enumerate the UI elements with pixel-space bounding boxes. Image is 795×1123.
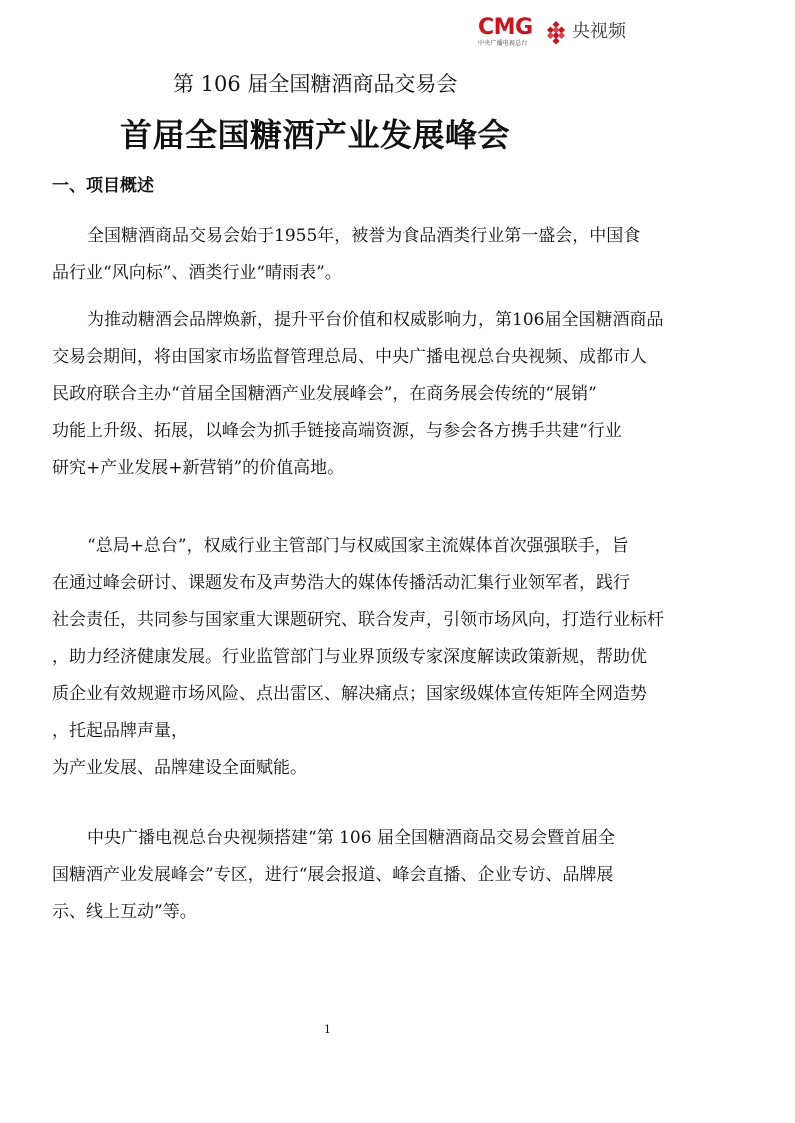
- paragraph-3: [52, 528, 692, 787]
- paragraph-line: “总局+总台”，权威行业主管部门与权威国家主流媒体首次强强联手，旨: [87, 536, 629, 556]
- paragraph-line: 民政府联合主办“首届全国糖酒产业发展峰会”，在商务展会传统的“展销”: [52, 384, 597, 404]
- document-title: 首届全国糖酒产业发展峰会: [120, 116, 511, 154]
- diamond-dots-icon: [544, 21, 568, 45]
- paragraph-line: 示、线上互动”等。: [52, 902, 197, 922]
- paragraph-line: 中央广播电视总台央视频搭建“第 106 届全国糖酒商品交易会暨首届全: [87, 828, 615, 848]
- paragraph-line: 为产业发展、品牌建设全面赋能。: [52, 758, 307, 778]
- yspin-logo-text: 央视频: [572, 21, 626, 42]
- paragraph-line: 品行业“风向标”、酒类行业“晴雨表”。: [52, 263, 342, 283]
- section-heading: 一、项目概述: [52, 176, 154, 196]
- paragraph-line: 为推动糖酒会品牌焕新，提升平台价值和权威影响力，第106届全国糖酒商品: [87, 310, 664, 330]
- paragraph-line: 交易会期间，将由国家市场监督管理总局、中央广播电视总台央视频、成都市人: [52, 347, 647, 367]
- paragraph-line: 质企业有效规避市场风险、点出雷区、解决痛点；国家级媒体宣传矩阵全网造势: [52, 684, 647, 704]
- cmg-logo-text: CMG: [478, 15, 533, 40]
- paragraph-line: 全国糖酒商品交易会始于1955年，被誉为食品酒类行业第一盛会，中国食: [87, 226, 641, 246]
- paragraph-line: 国糖酒产业发展峰会”专区，进行“展会报道、峰会直播、企业专访、品牌展: [52, 865, 614, 885]
- paragraph-2: [52, 302, 692, 487]
- cmg-logo-subtext: 中央广播电视总台: [478, 40, 528, 47]
- paragraph-4: [52, 820, 692, 931]
- paragraph-line: ，助力经济健康发展。行业监管部门与业界顶级专家深度解读政策新规，帮助优: [52, 647, 647, 667]
- paragraph-line: 在通过峰会研讨、课题发布及声势浩大的媒体传播活动汇集行业领军者，践行: [52, 573, 630, 593]
- cmg-logo: [478, 16, 538, 48]
- paragraph-line: ，托起品牌声量，: [52, 721, 188, 741]
- paragraph-line: 功能上升级、拓展，以峰会为抓手链接高端资源，与参会各方携手共建“行业: [52, 421, 622, 441]
- paragraph-line: 社会责任，共同参与国家重大课题研究、联合发声，引领市场风向，打造行业标杆: [52, 610, 664, 630]
- header-logo: [478, 16, 678, 50]
- page-number: 1: [324, 1023, 331, 1036]
- document-subtitle: 第 106 届全国糖酒商品交易会: [173, 72, 458, 96]
- paragraph-1: [52, 218, 692, 292]
- paragraph-line: 研究+产业发展+新营销”的价值高地。: [52, 458, 345, 478]
